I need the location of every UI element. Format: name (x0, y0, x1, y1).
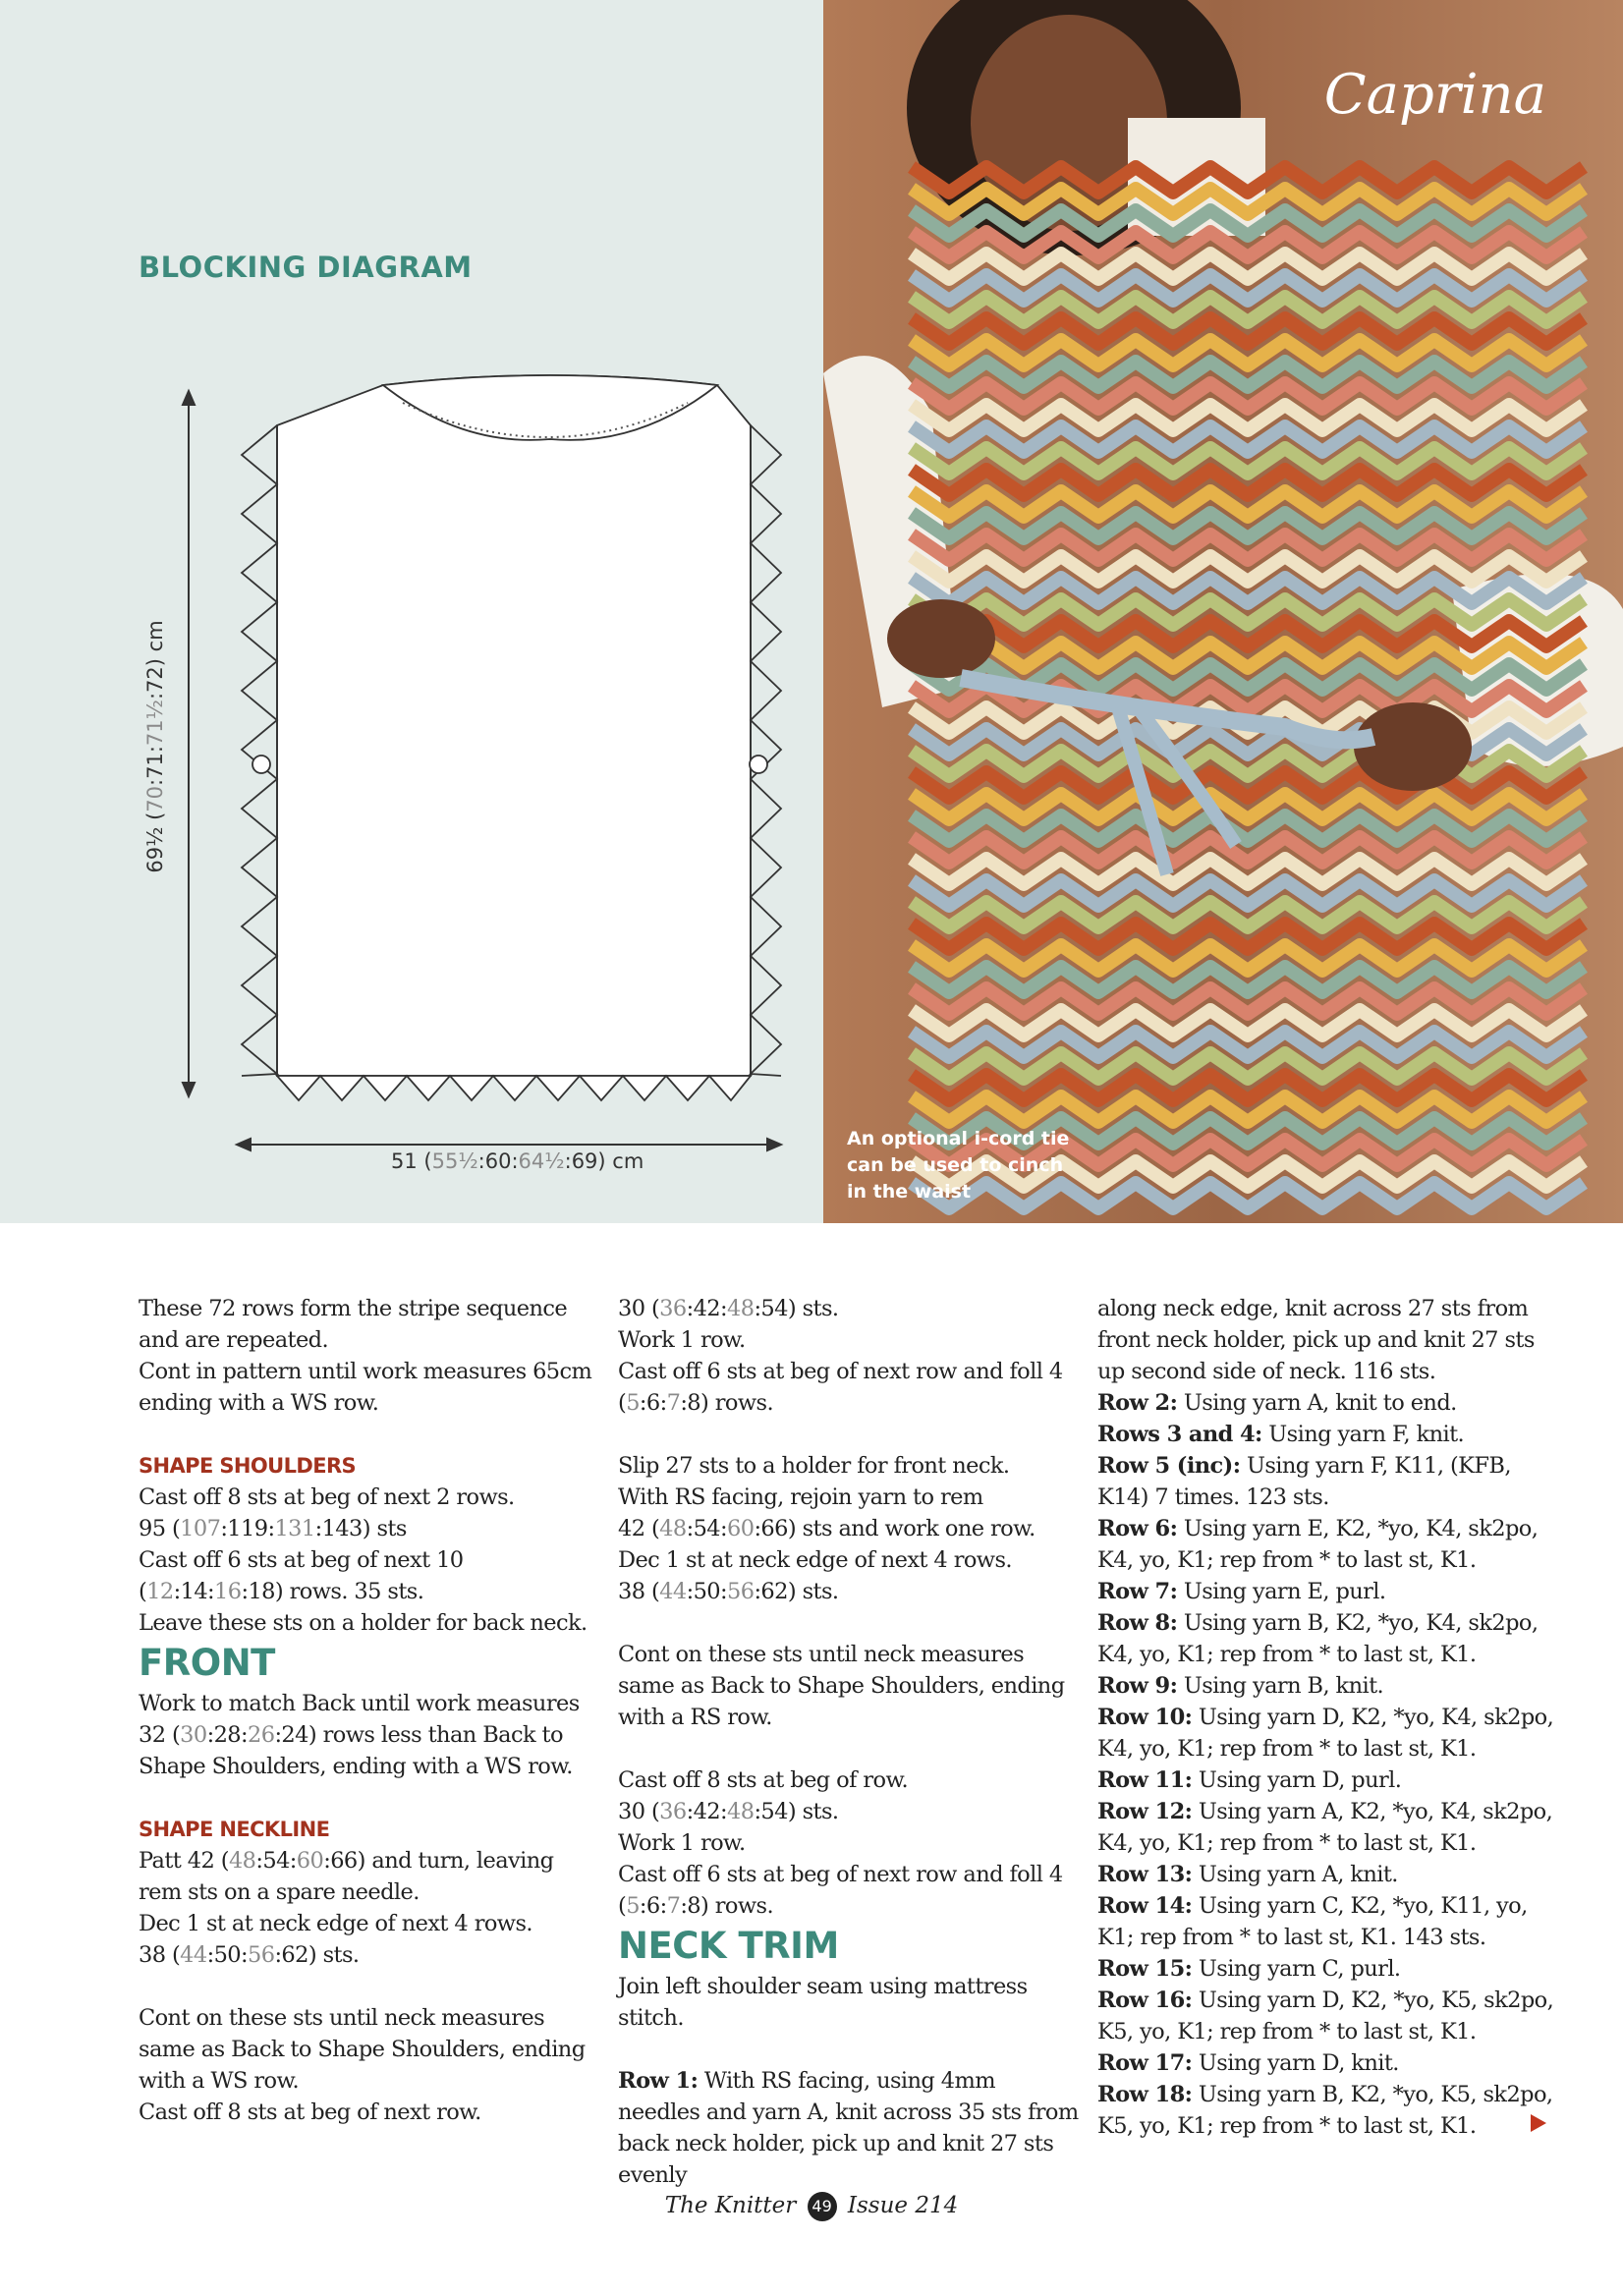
continue-arrow-icon (1531, 2114, 1546, 2132)
c2-line-7: Dec 1 st at neck edge of next 4 rows. (618, 1547, 1012, 1573)
blocking-diagram-title: BLOCKING DIAGRAM (139, 251, 473, 284)
neck-trim-heading: NECK TRIM (618, 1925, 839, 1967)
row-instruction: Row 5 (inc): Using yarn F, K11, (KFB, K14) 7 times. 123 sts. (1097, 1453, 1511, 1510)
c2-line-8: 38 (44:50:56:62) sts. (618, 1579, 839, 1604)
row-instruction: Row 7: Using yarn E, purl. (1097, 1579, 1386, 1604)
column-3 (1097, 1293, 1559, 2142)
width-dimension: 51 (55½:60:64½:69) cm (391, 1149, 644, 1173)
blocking-diagram (0, 0, 823, 1223)
ss-line-2: 95 (107:119:131:143) sts (139, 1516, 407, 1541)
row-instruction: Row 12: Using yarn A, K2, *yo, K4, sk2po, K4, yo, K1; rep from * to last st, K1. (1097, 1799, 1553, 1856)
issue-number: Issue 214 (847, 2193, 959, 2218)
length-arrow (183, 391, 195, 1096)
shape-neckline-heading: SHAPE NECKLINE (139, 1818, 330, 1841)
c2-line-13: Cast off 6 sts at beg of next row and foll 4 (5:6:7:8) rows. (618, 1862, 1063, 1919)
sn-line-3: 38 (44:50:56:62) sts. (139, 1942, 360, 1968)
garment-photo (823, 0, 1623, 1223)
ss-line-1: Cast off 8 sts at beg of next 2 rows. (139, 1484, 515, 1510)
page-number: 49 (808, 2192, 837, 2221)
garment-outline (277, 375, 751, 1076)
column-1 (139, 1293, 600, 2128)
right-side-marker (750, 756, 767, 773)
c2-line-4: Slip 27 sts to a holder for front neck. (618, 1453, 1010, 1479)
row-instruction: Row 6: Using yarn E, K2, *yo, K4, sk2po, K4, yo, K1; rep from * to last st, K1. (1097, 1516, 1539, 1573)
front-heading: FRONT (139, 1642, 275, 1684)
intro-line-2: Cont in pattern until work measures 65cm ending with a WS row. (139, 1359, 592, 1416)
sn-line-5: Cast off 8 sts at beg of next row. (139, 2100, 481, 2125)
c3-intro: along neck edge, knit across 27 sts from front neck holder, pick up and knit 27 sts up second side of neck. 116 sts. (1097, 1296, 1535, 1384)
photo-caption: An optional i-cord tie can be used to cinch in the waist (847, 1128, 1070, 1203)
c2-line-3: Cast off 6 sts at beg of next row and foll 4 (5:6:7:8) rows. (618, 1359, 1063, 1416)
c2-line-12: Work 1 row. (618, 1830, 746, 1856)
row-instruction: Row 9: Using yarn B, knit. (1097, 1673, 1384, 1699)
front-text: Work to match Back until work measures 32 (30:28:26:24) rows less than Back to Shape Shoulders, ending with a WS row. (139, 1691, 580, 1779)
design-name: Caprina (1323, 63, 1546, 127)
row-instruction: Row 15: Using yarn C, purl. (1097, 1956, 1401, 1982)
row-instruction: Row 8: Using yarn B, K2, *yo, K4, sk2po, K4, yo, K1; rep from * to last st, K1. (1097, 1610, 1539, 1667)
shape-shoulders-heading: SHAPE SHOULDERS (139, 1454, 357, 1478)
row-instruction: Row 10: Using yarn D, K2, *yo, K4, sk2po, K4, yo, K1; rep from * to last st, K1. (1097, 1705, 1554, 1762)
c2-line-1: 30 (36:42:48:54) sts. (618, 1296, 839, 1321)
row-instruction: Row 18: Using yarn B, K2, *yo, K5, sk2po, K5, yo, K1; rep from * to last st, K1. (1097, 2082, 1553, 2139)
row-instruction: Row 17: Using yarn D, knit. (1097, 2050, 1399, 2076)
sn-line-4: Cont on these sts until neck measures same as Back to Shape Shoulders, ending with a WS row. (139, 2005, 586, 2094)
row-1-instruction: Row 1: With RS facing, using 4mm needles and yarn A, knit across 35 sts from back neck holder, pick up and knit 27 sts evenly (618, 2068, 1079, 2188)
neck-trim-intro: Join left shoulder seam using mattress stitch. (618, 1974, 1028, 2031)
row-instruction: Row 16: Using yarn D, K2, *yo, K5, sk2po, K5, yo, K1; rep from * to last st, K1. (1097, 1988, 1554, 2044)
left-side-marker (252, 756, 270, 773)
magazine-name: The Knitter (664, 2193, 797, 2218)
row-instruction: Row 14: Using yarn C, K2, *yo, K11, yo, K1; rep from * to last st, K1. 143 sts. (1097, 1893, 1528, 1950)
length-dimension: 69½ (70:71:71½:72) cm (143, 620, 167, 873)
c2-line-2: Work 1 row. (618, 1327, 746, 1353)
intro-line-1: These 72 rows form the stripe sequence and are repeated. (139, 1296, 568, 1353)
c2-line-10: Cast off 8 sts at beg of row. (618, 1767, 909, 1793)
page-footer (0, 2192, 1623, 2221)
left-zigzag-edge (242, 425, 277, 1076)
bottom-zigzag-edge (277, 1076, 751, 1100)
sn-line-2: Dec 1 st at neck edge of next 4 rows. (139, 1911, 532, 1936)
row-instruction: Row 13: Using yarn A, knit. (1097, 1862, 1398, 1887)
row-instruction: Row 2: Using yarn A, knit to end. (1097, 1390, 1457, 1416)
ss-line-3: Cast off 6 sts at beg of next 10 (12:14:16:18) rows. 35 sts. (139, 1547, 464, 1604)
row-instructions (1097, 1387, 1559, 2142)
c2-line-6: 42 (48:54:60:66) sts and work one row. (618, 1516, 1035, 1541)
right-zigzag-edge (751, 425, 781, 1076)
c2-line-9: Cont on these sts until neck measures same as Back to Shape Shoulders, ending with a RS row. (618, 1642, 1065, 1730)
row-instruction: Rows 3 and 4: Using yarn F, knit. (1097, 1422, 1465, 1447)
column-2 (618, 1293, 1080, 2191)
ss-line-4: Leave these sts on a holder for back neck. (139, 1610, 588, 1636)
c2-line-11: 30 (36:42:48:54) sts. (618, 1799, 839, 1824)
row-instruction: Row 11: Using yarn D, purl. (1097, 1767, 1402, 1793)
sn-line-1: Patt 42 (48:54:60:66) and turn, leaving rem sts on a spare needle. (139, 1848, 554, 1905)
c2-line-5: With RS facing, rejoin yarn to rem (618, 1484, 983, 1510)
photo-illustration (823, 0, 1623, 1223)
